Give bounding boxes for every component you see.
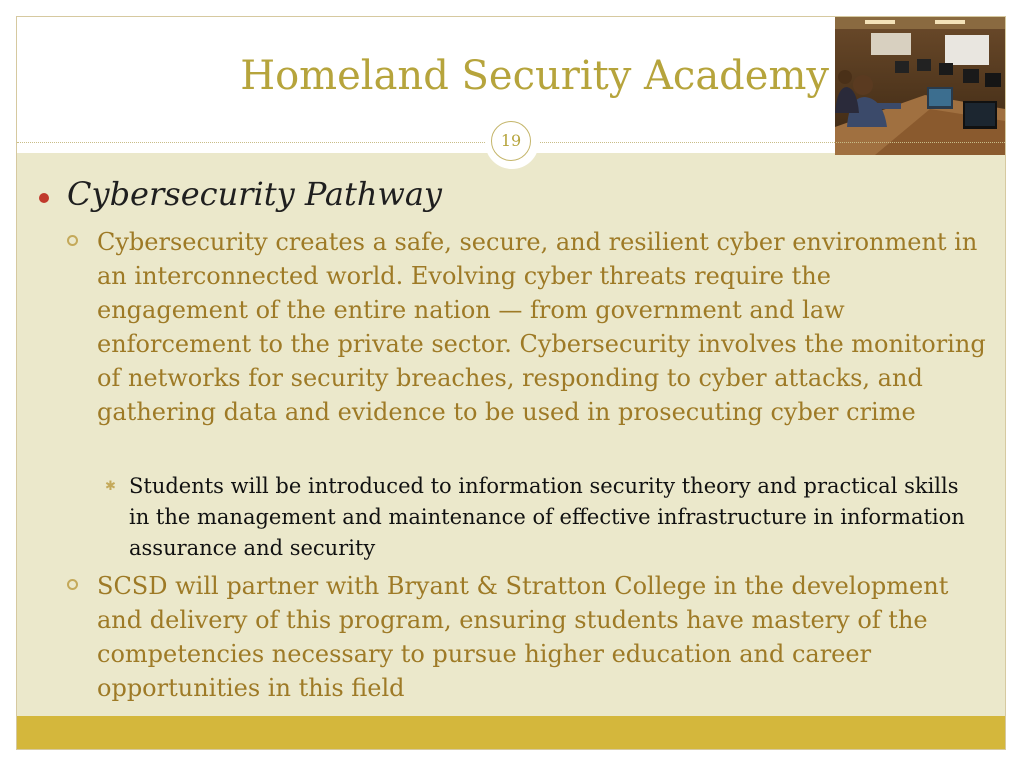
slide [16,16,1006,750]
heading-text: Cybersecurity Pathway [67,175,442,213]
page-number: 19 [491,121,531,161]
bullet-subpoint [105,471,975,564]
bullet-paragraph-2 [67,569,987,705]
slide-title: Homeland Security Academy [240,53,829,99]
ring-icon [67,579,78,590]
ring-icon [67,235,78,246]
bullet-paragraph-1 [67,225,987,429]
footer-band [17,716,1005,749]
classroom-photo [835,17,1005,155]
filled-dot-icon [39,193,49,203]
classroom-photo-illustration [835,17,1005,155]
slide-content [17,155,1005,715]
subpoint-text: Students will be introduced to information security theory and practical skills in the management and maintenance of effective infrastructure in information assurance and security [129,474,965,560]
paragraph-1-text: Cybersecurity creates a safe, secure, and resilient cyber environment in an interconnected world. Evolving cyber threats require the engagement of the entire nation — from government and law enforcement to the private sector. Cybersecurity involves the monitoring of networks for security breaches, responding to cyber attacks, and gathering data and evidence to be used in prosecuting cyber crime [97,228,986,426]
star-icon: ✱ [105,479,116,494]
paragraph-2-text: SCSD will partner with Bryant & Stratton College in the development and delivery of this program, ensuring students have mastery of the competencies necessary to pursue higher education and career opportunities in this field [97,572,949,702]
